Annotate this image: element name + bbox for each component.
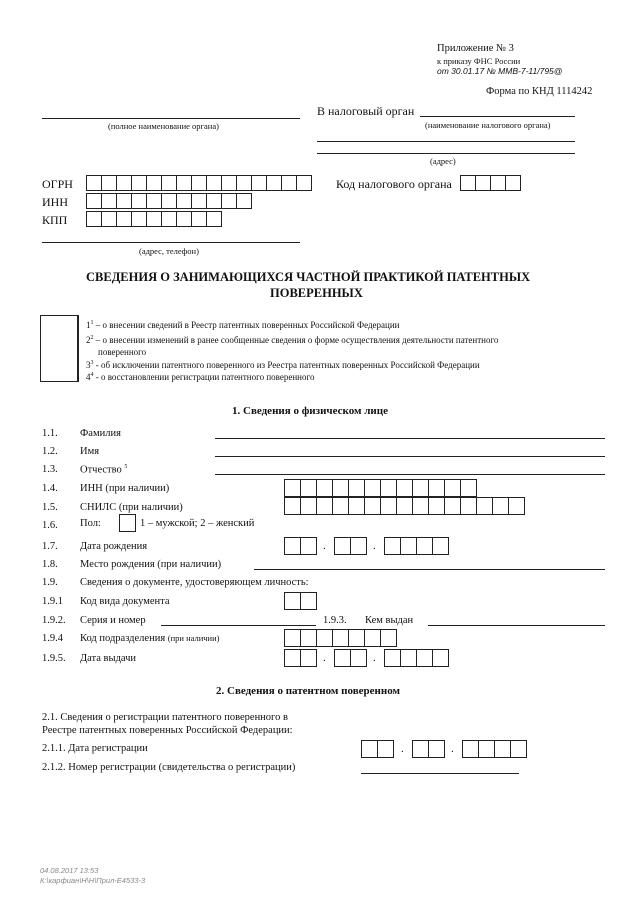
registration-number-label: 2.1.2. Номер регистрации (свидетельства о регистрации) <box>42 762 296 773</box>
registration-number-field[interactable] <box>361 773 519 774</box>
series-number-label: Серия и номер <box>80 615 146 626</box>
row-1-9-num: 1.9. <box>42 577 58 588</box>
row-1-9-3-num: 1.9.3. <box>323 615 347 626</box>
issued-by-label: Кем выдан <box>365 615 414 626</box>
patronymic-field[interactable] <box>215 474 605 475</box>
reg-month-cells[interactable] <box>412 740 445 758</box>
date-separator: . <box>323 540 326 552</box>
issue-year-cells[interactable] <box>384 649 449 667</box>
snils-cells[interactable] <box>284 497 525 515</box>
reg-day-cells[interactable] <box>361 740 394 758</box>
kpp-cells[interactable] <box>86 211 222 227</box>
inn-person-cells[interactable] <box>284 479 477 497</box>
ogrn-cells[interactable] <box>86 175 312 191</box>
option-2: $2^2$ – о внесении изменений в ранее сообщенные сведения о форме осуществления деятельности патентного <box>86 335 499 345</box>
name-field[interactable] <box>215 456 605 457</box>
birth-day-cells[interactable] <box>284 537 317 555</box>
birth-month-cells[interactable] <box>334 537 367 555</box>
sex-hint: 1 – мужской; 2 – женский <box>140 518 255 529</box>
row-1-8-num: 1.8. <box>42 559 58 570</box>
series-number-field[interactable] <box>161 625 316 626</box>
option-2-cont: поверенного <box>98 347 147 357</box>
inn-person-label: ИНН (при наличии) <box>80 483 170 494</box>
org-name-line <box>42 118 300 119</box>
print-timestamp: 04.08.2017 13:53 <box>40 866 99 875</box>
option-code-box[interactable] <box>40 315 78 382</box>
order-reference: к приказу ФНС России <box>437 56 521 66</box>
registration-info-label: 2.1. Сведения о регистрации патентного поверенного в <box>42 712 288 723</box>
option-1: $1^1$ – о внесении сведений в Реестр патентных поверенных Российской Федерации <box>86 320 400 330</box>
id-doc-label: Сведения о документе, удостоверяющем личность: <box>80 577 309 588</box>
issue-month-cells[interactable] <box>334 649 367 667</box>
appendix-number: Приложение № 3 <box>437 43 514 54</box>
section2-title: 2. Сведения о патентном поверенном <box>216 685 400 697</box>
tax-authority-caption: (наименование налогового органа) <box>425 120 551 130</box>
tax-authority-label: В налоговый орган <box>317 104 415 118</box>
row-1-2-num: 1.2. <box>42 446 58 457</box>
option-divider <box>78 315 79 382</box>
row-1-5-num: 1.5. <box>42 502 58 513</box>
surname-label: Фамилия <box>80 428 121 439</box>
row-1-7-num: 1.7. <box>42 541 58 552</box>
sex-cell[interactable] <box>119 514 136 532</box>
issue-date-label: Дата выдачи <box>80 653 137 664</box>
tax-code-label: Код налогового органа <box>336 177 452 191</box>
registration-info-label-cont: Реестре патентных поверенных Российской Федерации: <box>42 725 293 736</box>
snils-label: СНИЛС (при наличии) <box>80 502 183 513</box>
reg-year-cells[interactable] <box>462 740 527 758</box>
ogrn-label: ОГРН <box>42 177 73 191</box>
row-1-9-2-num: 1.9.2. <box>42 615 66 626</box>
birth-place-field[interactable] <box>254 569 605 570</box>
date-separator: . <box>373 540 376 552</box>
birth-date-label: Дата рождения <box>80 541 148 552</box>
address-phone-caption: (адрес, телефон) <box>139 246 199 256</box>
file-path-stamp: К:\карфиан\Н\Н\Прил-Е4533-3 <box>40 876 146 885</box>
birth-place-label: Место рождения (при наличии) <box>80 559 222 570</box>
row-1-1-num: 1.1. <box>42 428 58 439</box>
form-code: Форма по КНД 1114242 <box>486 86 593 97</box>
tax-address-line-1 <box>317 141 575 142</box>
section1-title: 1. Сведения о физическом лице <box>232 405 388 417</box>
row-1-9-1-num: 1.9.1 <box>42 596 63 607</box>
sex-label: Пол: <box>80 518 101 529</box>
subdivision-code-label: Код подразделения (при наличии) <box>80 633 220 644</box>
inn-cells[interactable] <box>86 193 252 209</box>
row-1-6-num: 1.6. <box>42 520 58 531</box>
surname-field[interactable] <box>215 438 605 439</box>
form-title-line2: ПОВЕРЕННЫХ <box>270 286 363 300</box>
kpp-label: КПП <box>42 213 68 227</box>
registration-date-label: 2.1.1. Дата регистрации <box>42 743 148 754</box>
name-label: Имя <box>80 446 100 457</box>
date-separator: . <box>373 652 376 664</box>
issue-day-cells[interactable] <box>284 649 317 667</box>
date-separator: . <box>451 743 454 755</box>
doc-type-cells[interactable] <box>284 592 317 610</box>
issued-by-field[interactable] <box>428 625 605 626</box>
row-1-9-5-num: 1.9.5. <box>42 653 66 664</box>
date-separator: . <box>401 743 404 755</box>
option-3: $3^3$ - об исключении патентного поверенного из Реестра патентных поверенных Российской Федерации <box>86 360 480 370</box>
subdivision-code-cells[interactable] <box>284 629 397 647</box>
tax-code-cells[interactable] <box>460 175 521 191</box>
tax-address-caption: (адрес) <box>430 156 456 166</box>
doc-type-label: Код вида документа <box>80 596 170 607</box>
form-title-line1: СВЕДЕНИЯ О ЗАНИМАЮЩИХСЯ ЧАСТНОЙ ПРАКТИКОЙ ПАТЕНТНЫХ <box>86 270 531 284</box>
inn-label: ИНН <box>42 195 68 209</box>
option-4: $4^4$ - о восстановлении регистрации патентного поверенного <box>86 372 315 382</box>
order-handwritten-number: от 30.01.17 № ММВ-7-11/795@ <box>437 66 563 76</box>
row-1-3-num: 1.3. <box>42 464 58 475</box>
row-1-4-num: 1.4. <box>42 483 58 494</box>
row-1-9-4-num: 1.9.4 <box>42 633 63 644</box>
patronymic-label: Отчество $^5$ <box>80 464 128 476</box>
tax-authority-line <box>420 116 575 117</box>
org-name-caption: (полное наименование органа) <box>108 121 219 131</box>
tax-address-line-2 <box>317 153 575 154</box>
address-phone-line <box>42 242 300 243</box>
date-separator: . <box>323 652 326 664</box>
birth-year-cells[interactable] <box>384 537 449 555</box>
